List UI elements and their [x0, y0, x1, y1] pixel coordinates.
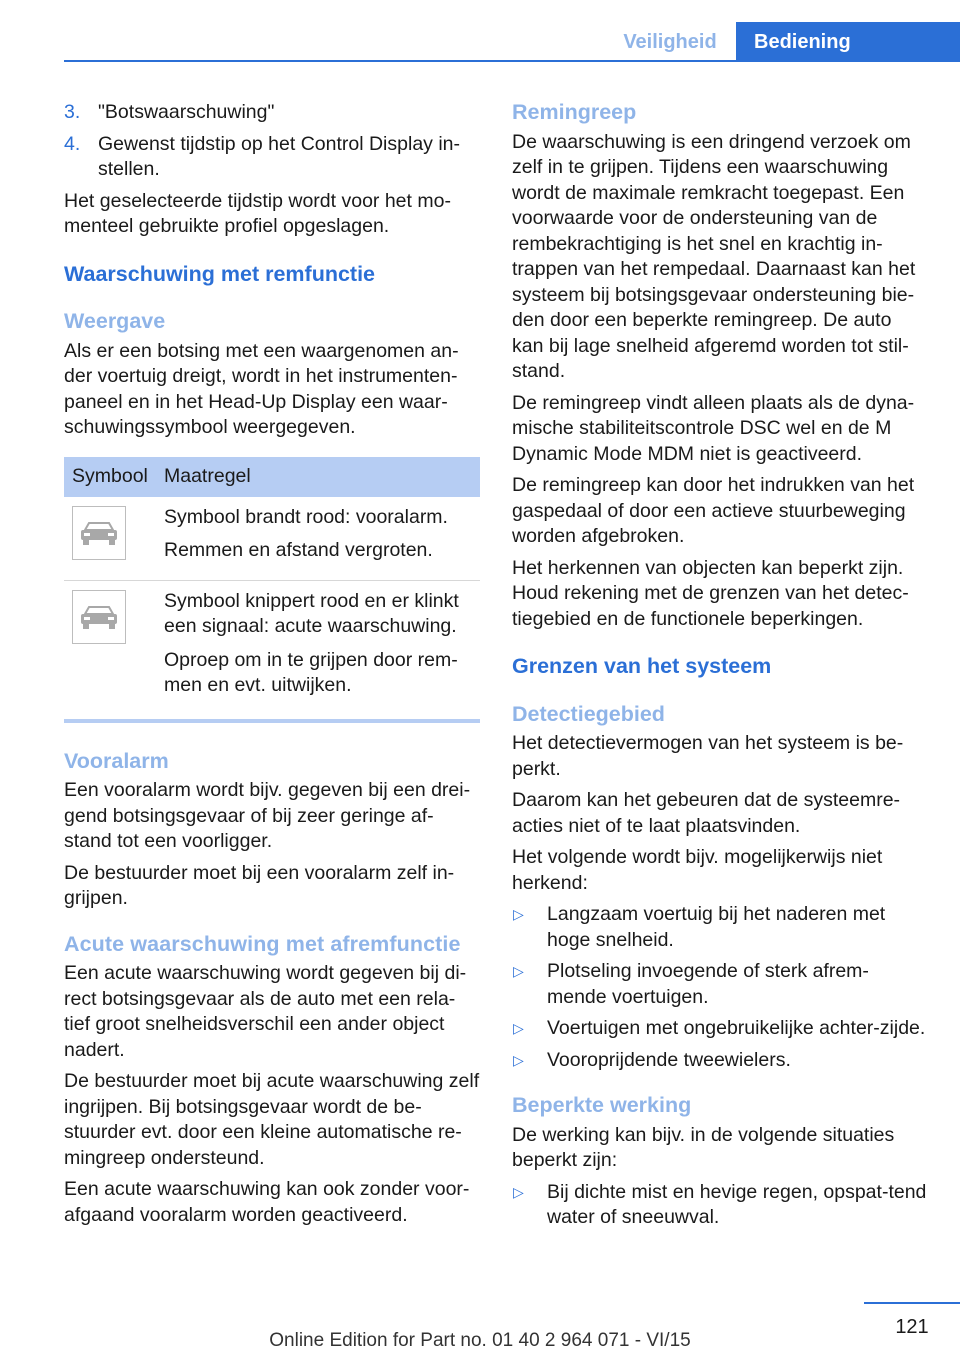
symbol-cell	[64, 497, 156, 581]
footer-rule	[864, 1302, 960, 1304]
list-item	[512, 1016, 928, 1042]
edition-footer: Online Edition for Part no. 01 40 2 964 071 - VI/15	[269, 1330, 691, 1351]
heading-detection-area: Detectiegebied	[512, 701, 665, 726]
table-row	[64, 580, 480, 719]
list-item	[64, 100, 480, 126]
tab-veiligheid[interactable]: Veiligheid	[623, 31, 717, 53]
triangle-bullet-icon: ▷	[513, 1051, 524, 1068]
tab-bediening[interactable]: Bediening	[736, 22, 960, 60]
paragraph-brake-4: Het herkennen van objecten kan beperkt zijn. Houd rekening met de grenzen van het detec-tiegebied en de functionele beperkingen.	[512, 556, 909, 630]
list-item-text: Bij dichte mist en hevige regen, opspat-tend water of sneeuwval.	[547, 1180, 927, 1228]
list-item-text: Voertuigen met ongebruikelijke achter-zijde.	[547, 1017, 926, 1039]
heading-system-limits: Grenzen van het systeem	[512, 654, 772, 678]
heading-brake-intervention: Remingreep	[512, 100, 637, 124]
triangle-bullet-icon: ▷	[513, 906, 524, 922]
triangle-bullet-icon: ▷	[513, 1020, 524, 1036]
paragraph-prealarm-2: De bestuurder moet bij een vooralarm zelf in-grijpen.	[64, 861, 455, 909]
list-item	[512, 902, 928, 953]
symbol-table	[64, 457, 480, 719]
paragraph-saved: Het geselecteerde tijdstip wordt voor het mo-menteel gebruikte profiel opgeslagen.	[64, 189, 451, 237]
paragraph-detect-3: Het volgende wordt bijv. mogelijkerwijs niet herkend:	[512, 846, 883, 894]
detect-list	[512, 902, 928, 1073]
column-header-action: Maatregel	[156, 457, 480, 497]
paragraph-brake-2: De remingreep vindt alleen plaats als de dyna-mische stabiliteitscontrole DSC wel en de M Dynamic Mode MDM niet is geactiveerd.	[512, 391, 915, 465]
heading-prealarm: Vooralarm	[64, 748, 169, 773]
paragraph-detect-2: Daarom kan het gebeuren dat de systeemre-acties niet of te laat plaatsvinden.	[512, 789, 901, 837]
action-line: Remmen en afstand vergroten.	[164, 539, 433, 561]
action-line: Symbool brandt rood: vooralarm.	[164, 505, 448, 528]
step-text: Gewenst tijdstip op het Control Display in-stellen.	[98, 132, 460, 180]
heading-limited-operation: Beperkte werking	[512, 1093, 692, 1117]
list-item-text: Vooroprijdende tweewielers.	[547, 1048, 791, 1071]
action-line: Symbool knippert rood en er klinkt een signaal: acute waarschuwing.	[164, 589, 459, 637]
car-warning-icon	[72, 506, 126, 560]
heading-acute-warning: Acute waarschuwing met afremfunctie	[64, 931, 461, 956]
action-cell	[156, 580, 480, 719]
table-header-row	[64, 457, 480, 497]
list-item	[64, 132, 480, 183]
heading-warning-brake: Waarschuwing met remfunctie	[64, 261, 376, 286]
step-list	[64, 100, 480, 183]
paragraph-prealarm-1: Een vooralarm wordt bijv. gegeven bij een drei-gend botsingsgevaar of bij zeer geringe af-stand tot een voorligger.	[64, 779, 471, 852]
list-item-text: Plotseling invoegende of sterk afrem-mende voertuigen.	[547, 960, 869, 1008]
limited-list	[512, 1180, 928, 1231]
right-column	[512, 100, 928, 1237]
action-cell	[156, 497, 480, 581]
paragraph-limited: De werking kan bijv. in de volgende situaties beperkt zijn:	[512, 1123, 895, 1171]
list-item	[512, 1048, 928, 1074]
paragraph-acute-1: Een acute waarschuwing wordt gegeven bij di-rect botsingsgevaar als de auto met een rela-tief groot snelheidsverschil een ander object nadert.	[64, 962, 467, 1061]
left-column	[64, 100, 480, 1234]
symbol-cell	[64, 580, 156, 719]
header-rule	[64, 60, 960, 62]
step-text: "Botswaarschuwing"	[98, 101, 275, 123]
paragraph-brake-3: De remingreep kan door het indrukken van het gaspedaal of door een actieve stuurbeweging worden afgebroken.	[512, 474, 915, 547]
step-number: 3.	[64, 101, 81, 123]
triangle-bullet-icon: ▷	[513, 963, 524, 979]
step-number: 4.	[64, 132, 81, 155]
paragraph-acute-2: De bestuurder moet bij acute waarschuwing zelf ingrijpen. Bij botsingsgevaar wordt de be-stuurder evt. door een kleine automatische re-mingreep ondersteund.	[64, 1070, 480, 1169]
table-bottom-rule	[64, 719, 480, 723]
table-row	[64, 497, 480, 581]
paragraph-brake-1: De waarschuwing is een dringend verzoek om zelf in te grijpen. Tijdens een waarschuwing wordt de maximale remkracht toegepast. Een voorwaarde voor de ondersteuning van de rembekrachtiging is het snel en krachtig in-trappen van het rempedaal. Daarnaast kan het systeem bij botsingsgevaar ondersteuning bie-den door een beperkte remingreep. De auto kan bij lage snelheid afgeremd worden tot stil-stand.	[512, 130, 916, 382]
paragraph-acute-3: Een acute waarschuwing kan ook zonder voor-afgaand vooralarm worden geactiveerd.	[64, 1178, 470, 1226]
car-warning-icon	[72, 590, 126, 644]
list-item	[512, 959, 928, 1010]
page-number: 121	[895, 1316, 929, 1338]
list-item	[512, 1180, 928, 1231]
triangle-bullet-icon: ▷	[513, 1183, 524, 1200]
list-item-text: Langzaam voertuig bij het naderen met hoge snelheid.	[547, 903, 886, 951]
paragraph-detect-1: Het detectievermogen van het systeem is be-perkt.	[512, 732, 904, 780]
action-line: Oproep om in te grijpen door rem-men en evt. uitwijken.	[164, 648, 458, 696]
column-header-symbol: Symbool	[64, 457, 156, 497]
paragraph-display: Als er een botsing met een waargenomen an-der voertuig dreigt, wordt in het instrumenten-paneel en in het Head-Up Display een waar-schuwingssymbool weergegeven.	[64, 339, 459, 438]
heading-display: Weergave	[64, 309, 166, 333]
